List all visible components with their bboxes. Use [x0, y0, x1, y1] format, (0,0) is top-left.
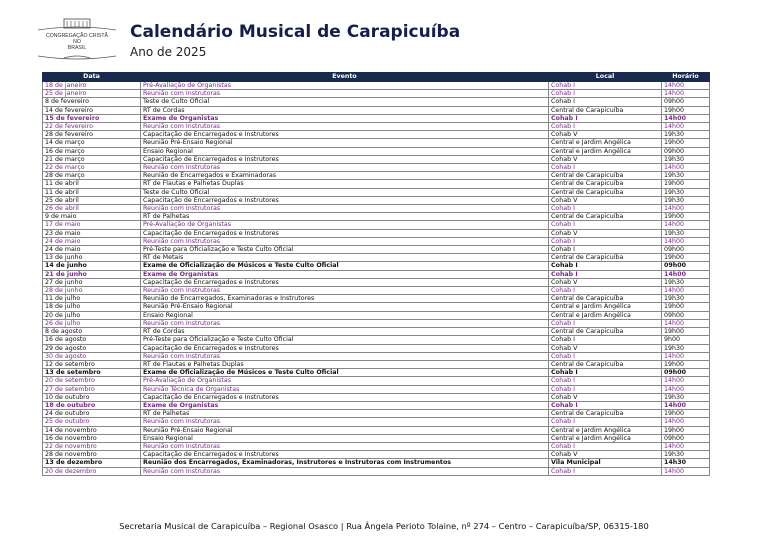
cell-event: Capacitação de Encarregados e Instrutores — [141, 278, 549, 286]
cell-date: 14 de março — [43, 139, 141, 147]
cell-event: RT de Cordas — [141, 106, 549, 114]
cell-time: 14h00 — [662, 287, 710, 295]
table-row — [43, 205, 710, 213]
cell-date: 20 de setembro — [43, 377, 141, 385]
table-row — [43, 237, 710, 245]
cell-location: Central e Jardim Angélica — [549, 434, 662, 442]
cell-time: 14h00 — [662, 319, 710, 327]
cell-location: Cohab I — [549, 164, 662, 172]
cell-location: Central de Carapicuíba — [549, 172, 662, 180]
table-row — [43, 229, 710, 237]
table-row — [43, 311, 710, 319]
cell-time: 19h30 — [662, 295, 710, 303]
cell-location: Cohab I — [549, 319, 662, 327]
cell-event: Pré-Avaliação de Organistas — [141, 221, 549, 229]
cell-date: 28 de novembro — [43, 451, 141, 459]
cell-time: 09h00 — [662, 98, 710, 106]
cell-date: 16 de março — [43, 147, 141, 155]
cell-event: Reunião Técnica de Organistas — [141, 385, 549, 393]
table-row — [43, 442, 710, 450]
table-body — [43, 82, 710, 476]
table-row — [43, 246, 710, 254]
cell-location: Cohab I — [549, 401, 662, 409]
cell-time: 19h00 — [662, 303, 710, 311]
cell-event: RT de Flautas e Palhetas Duplas — [141, 360, 549, 368]
cell-date: 28 de junho — [43, 287, 141, 295]
cell-date: 28 de fevereiro — [43, 131, 141, 139]
cell-location: Central e Jardim Angélica — [549, 139, 662, 147]
cell-location: Cohab I — [549, 246, 662, 254]
cell-location: Cohab I — [549, 221, 662, 229]
cell-time: 19h30 — [662, 155, 710, 163]
table-row — [43, 188, 710, 196]
table-row — [43, 336, 710, 344]
table-row — [43, 434, 710, 442]
table-row — [43, 377, 710, 385]
cell-event: Reunião com Instrutoras — [141, 418, 549, 426]
cell-location: Cohab I — [549, 237, 662, 245]
cell-date: 12 de setembro — [43, 360, 141, 368]
cell-event: Capacitação de Encarregados e Instrutores — [141, 344, 549, 352]
column-header-horario: Horário — [662, 73, 710, 82]
cell-location: Cohab V — [549, 451, 662, 459]
cell-date: 15 de fevereiro — [43, 114, 141, 122]
cell-event: Exame de Oficialização de Músicos e Teste Culto Oficial — [141, 262, 549, 270]
cell-event: Reunião com Instrutoras — [141, 164, 549, 172]
cell-location: Central de Carapicuíba — [549, 295, 662, 303]
cell-date: 29 de agosto — [43, 344, 141, 352]
table-row — [43, 344, 710, 352]
cell-time: 09h00 — [662, 369, 710, 377]
cell-event: Exame de Oficialização de Músicos e Teste Culto Oficial — [141, 369, 549, 377]
table-row — [43, 106, 710, 114]
cell-time: 14h00 — [662, 123, 710, 131]
table-row — [43, 123, 710, 131]
cell-location: Cohab V — [549, 229, 662, 237]
cell-time: 14h00 — [662, 385, 710, 393]
table-row — [43, 401, 710, 409]
cell-location: Vila Municipal — [549, 459, 662, 467]
cell-date: 21 de março — [43, 155, 141, 163]
cell-date: 27 de junho — [43, 278, 141, 286]
table-row — [43, 278, 710, 286]
table-row — [43, 172, 710, 180]
cell-event: RT de Cordas — [141, 328, 549, 336]
cell-event: Teste de Culto Oficial — [141, 98, 549, 106]
table-row — [43, 328, 710, 336]
table-row — [43, 196, 710, 204]
cell-time: 19h00 — [662, 360, 710, 368]
cell-location: Cohab I — [549, 82, 662, 90]
cell-location: Cohab I — [549, 205, 662, 213]
cell-date: 22 de novembro — [43, 442, 141, 450]
table-row — [43, 90, 710, 98]
cell-location: Central e Jardim Angélica — [549, 303, 662, 311]
cell-event: Pré-Teste para Oficialização e Teste Culto Oficial — [141, 336, 549, 344]
cell-date: 11 de julho — [43, 295, 141, 303]
cell-event: Reunião com Instrutoras — [141, 467, 549, 475]
table-row — [43, 451, 710, 459]
cell-event: Exame de Organistas — [141, 114, 549, 122]
cell-location: Cohab I — [549, 114, 662, 122]
table-row — [43, 270, 710, 278]
cell-event: Reunião com Instrutoras — [141, 442, 549, 450]
cell-time: 14h00 — [662, 164, 710, 172]
church-logo — [34, 18, 120, 62]
table-header-row — [43, 73, 710, 82]
cell-time: 14h00 — [662, 90, 710, 98]
table-row — [43, 131, 710, 139]
cell-time: 19h00 — [662, 213, 710, 221]
table-row — [43, 98, 710, 106]
calendar-table — [42, 72, 710, 476]
cell-event: Reunião dos Encarregados, Examinadoras, Instrutores e Instrutoras com Instrumentos — [141, 459, 549, 467]
table-row — [43, 262, 710, 270]
cell-time: 14h00 — [662, 442, 710, 450]
cell-date: 8 de fevereiro — [43, 98, 141, 106]
cell-date: 14 de junho — [43, 262, 141, 270]
cell-date: 23 de maio — [43, 229, 141, 237]
table-row — [43, 426, 710, 434]
cell-date: 16 de novembro — [43, 434, 141, 442]
cell-event: Reunião de Encarregados, Examinadoras e Instrutores — [141, 295, 549, 303]
cell-time: 19h30 — [662, 278, 710, 286]
column-header-data: Data — [43, 73, 141, 82]
cell-date: 27 de setembro — [43, 385, 141, 393]
cell-event: Reunião com Instrutoras — [141, 123, 549, 131]
cell-time: 19h00 — [662, 410, 710, 418]
cell-time: 19h00 — [662, 180, 710, 188]
cell-location: Central de Carapicuíba — [549, 106, 662, 114]
cell-location: Cohab I — [549, 262, 662, 270]
cell-event: Pré-Avaliação de Organistas — [141, 377, 549, 385]
cell-event: Reunião com Instrutoras — [141, 319, 549, 327]
column-header-local: Local — [549, 73, 662, 82]
cell-location: Cohab V — [549, 278, 662, 286]
cell-date: 10 de outubro — [43, 393, 141, 401]
cell-time: 14h00 — [662, 221, 710, 229]
cell-location: Central e Jardim Angélica — [549, 311, 662, 319]
cell-time: 09h00 — [662, 262, 710, 270]
cell-time: 14h00 — [662, 401, 710, 409]
cell-date: 24 de maio — [43, 246, 141, 254]
cell-event: Reunião com Instrutoras — [141, 237, 549, 245]
cell-location: Cohab I — [549, 98, 662, 106]
table-row — [43, 164, 710, 172]
cell-location: Cohab I — [549, 270, 662, 278]
cell-date: 28 de março — [43, 172, 141, 180]
table-row — [43, 155, 710, 163]
cell-time: 09h00 — [662, 147, 710, 155]
cell-event: RT de Flautas e Palhetas Duplas — [141, 180, 549, 188]
cell-time: 14h00 — [662, 82, 710, 90]
cell-event: Reunião Pré-Ensaio Regional — [141, 426, 549, 434]
cell-date: 11 de abril — [43, 180, 141, 188]
cell-event: Capacitação de Encarregados e Instrutores — [141, 451, 549, 459]
table-row — [43, 319, 710, 327]
cell-location: Cohab I — [549, 442, 662, 450]
cell-date: 13 de dezembro — [43, 459, 141, 467]
cell-time: 19h30 — [662, 196, 710, 204]
cell-location: Central de Carapicuíba — [549, 180, 662, 188]
column-header-evento: Evento — [141, 73, 549, 82]
cell-date: 16 de agosto — [43, 336, 141, 344]
cell-time: 19h30 — [662, 344, 710, 352]
table-row — [43, 287, 710, 295]
cell-time: 19h30 — [662, 131, 710, 139]
cell-location: Central e Jardim Angélica — [549, 426, 662, 434]
cell-date: 25 de abril — [43, 196, 141, 204]
cell-event: Pré-Teste para Oficialização e Teste Culto Oficial — [141, 246, 549, 254]
cell-time: 19h30 — [662, 451, 710, 459]
cell-event: Ensaio Regional — [141, 311, 549, 319]
cell-date: 18 de outubro — [43, 401, 141, 409]
cell-time: 14h30 — [662, 459, 710, 467]
table-row — [43, 418, 710, 426]
cell-time: 14h00 — [662, 205, 710, 213]
cell-date: 22 de março — [43, 164, 141, 172]
cell-location: Cohab I — [549, 377, 662, 385]
cell-event: Reunião com Instrutoras — [141, 90, 549, 98]
cell-date: 25 de outubro — [43, 418, 141, 426]
cell-time: 14h00 — [662, 270, 710, 278]
cell-location: Central de Carapicuíba — [549, 328, 662, 336]
cell-location: Cohab I — [549, 467, 662, 475]
cell-event: Reunião Pré-Ensaio Regional — [141, 139, 549, 147]
cell-event: Ensaio Regional — [141, 147, 549, 155]
cell-date: 13 de junho — [43, 254, 141, 262]
cell-location: Cohab I — [549, 418, 662, 426]
table-row — [43, 459, 710, 467]
table-row — [43, 352, 710, 360]
cell-time: 14h00 — [662, 418, 710, 426]
cell-location: Cohab I — [549, 336, 662, 344]
cell-location: Cohab V — [549, 155, 662, 163]
cell-location: Central de Carapicuíba — [549, 254, 662, 262]
cell-location: Cohab I — [549, 90, 662, 98]
cell-date: 24 de maio — [43, 237, 141, 245]
cell-time: 14h00 — [662, 377, 710, 385]
cell-date: 8 de agosto — [43, 328, 141, 336]
cell-location: Cohab I — [549, 287, 662, 295]
cell-date: 20 de julho — [43, 311, 141, 319]
cell-date: 26 de abril — [43, 205, 141, 213]
cell-time: 14h00 — [662, 352, 710, 360]
cell-location: Central e Jardim Angélica — [549, 147, 662, 155]
cell-date: 14 de fevereiro — [43, 106, 141, 114]
cell-date: 26 de julho — [43, 319, 141, 327]
cell-location: Central de Carapicuíba — [549, 188, 662, 196]
cell-event: Teste de Culto Oficial — [141, 188, 549, 196]
cell-time: 09h00 — [662, 311, 710, 319]
cell-event: Reunião com Instrutoras — [141, 287, 549, 295]
cell-location: Cohab V — [549, 196, 662, 204]
cell-event: Pré-Avaliação de Organistas — [141, 82, 549, 90]
table-row — [43, 180, 710, 188]
logo-line-2: NO — [73, 39, 81, 46]
cell-date: 9 de maio — [43, 213, 141, 221]
cell-location: Cohab V — [549, 131, 662, 139]
cell-date: 13 de setembro — [43, 369, 141, 377]
cell-time: 19h00 — [662, 328, 710, 336]
cell-time: 09h00 — [662, 434, 710, 442]
table-row — [43, 385, 710, 393]
cell-event: RT de Palhetas — [141, 213, 549, 221]
cell-time: 09h00 — [662, 246, 710, 254]
table-row — [43, 467, 710, 475]
table-row — [43, 221, 710, 229]
cell-location: Cohab I — [549, 123, 662, 131]
cell-date: 21 de junho — [43, 270, 141, 278]
cell-time: 19h30 — [662, 229, 710, 237]
cell-time: 19h00 — [662, 139, 710, 147]
page-title: Calendário Musical de Carapicuíba — [130, 22, 461, 42]
page-subtitle: Ano de 2025 — [130, 45, 207, 59]
cell-event: RT de Metais — [141, 254, 549, 262]
table-row — [43, 114, 710, 122]
cell-event: Capacitação de Encarregados e Instrutores — [141, 196, 549, 204]
cell-time: 14h00 — [662, 467, 710, 475]
cell-location: Cohab I — [549, 352, 662, 360]
cell-event: Capacitação de Encarregados e Instrutores — [141, 393, 549, 401]
cell-location: Cohab V — [549, 393, 662, 401]
cell-event: Capacitação de Encarregados e Instrutores — [141, 155, 549, 163]
cell-event: Ensaio Regional — [141, 434, 549, 442]
cell-event: Capacitação de Encarregados e Instrutores — [141, 131, 549, 139]
cell-date: 17 de maio — [43, 221, 141, 229]
table-row — [43, 303, 710, 311]
cell-event: Capacitação de Encarregados e Instrutores — [141, 229, 549, 237]
cell-date: 20 de dezembro — [43, 467, 141, 475]
cell-time: 9h00 — [662, 336, 710, 344]
footer-address: Secretaria Musical de Carapicuíba – Regional Osasco | Rua Ângela Perioto Tolaine, nº 274 – Centro – Carapicuíba/SP, 06315-180 — [119, 521, 649, 531]
cell-event: Reunião Pré-Ensaio Regional — [141, 303, 549, 311]
table-row — [43, 147, 710, 155]
table-row — [43, 254, 710, 262]
cell-event: Exame de Organistas — [141, 401, 549, 409]
cell-time: 19h30 — [662, 172, 710, 180]
cell-time: 14h00 — [662, 114, 710, 122]
cell-event: Exame de Organistas — [141, 270, 549, 278]
table-row — [43, 295, 710, 303]
cell-date: 24 de outubro — [43, 410, 141, 418]
cell-date: 30 de agosto — [43, 352, 141, 360]
logo-line-1: CONGREGAÇÃO CRISTÃ — [46, 33, 108, 39]
cell-event: Reunião com Instrutoras — [141, 205, 549, 213]
cell-time: 19h00 — [662, 106, 710, 114]
cell-date: 18 de julho — [43, 303, 141, 311]
table-row — [43, 139, 710, 147]
cell-time: 19h30 — [662, 393, 710, 401]
cell-date: 14 de novembro — [43, 426, 141, 434]
cell-time: 19h00 — [662, 254, 710, 262]
cell-location: Central de Carapicuíba — [549, 360, 662, 368]
cell-location: Cohab I — [549, 369, 662, 377]
table-row — [43, 82, 710, 90]
table-row — [43, 369, 710, 377]
cell-time: 14h00 — [662, 237, 710, 245]
cell-date: 25 de janeiro — [43, 90, 141, 98]
cell-date: 18 de janeiro — [43, 82, 141, 90]
cell-event: RT de Palhetas — [141, 410, 549, 418]
table-row — [43, 360, 710, 368]
cell-location: Cohab I — [549, 385, 662, 393]
cell-location: Central de Carapicuíba — [549, 410, 662, 418]
cell-location: Cohab V — [549, 344, 662, 352]
table-row — [43, 393, 710, 401]
cell-event: Reunião de Encarregados e Examinadoras — [141, 172, 549, 180]
cell-date: 22 de fevereiro — [43, 123, 141, 131]
cell-date: 11 de abril — [43, 188, 141, 196]
cell-location: Central de Carapicuíba — [549, 213, 662, 221]
table-row — [43, 410, 710, 418]
table-row — [43, 213, 710, 221]
cell-event: Reunião com Instrutoras — [141, 352, 549, 360]
cell-time: 19h00 — [662, 426, 710, 434]
cell-time: 19h30 — [662, 188, 710, 196]
logo-line-3: BRASIL — [67, 45, 87, 52]
